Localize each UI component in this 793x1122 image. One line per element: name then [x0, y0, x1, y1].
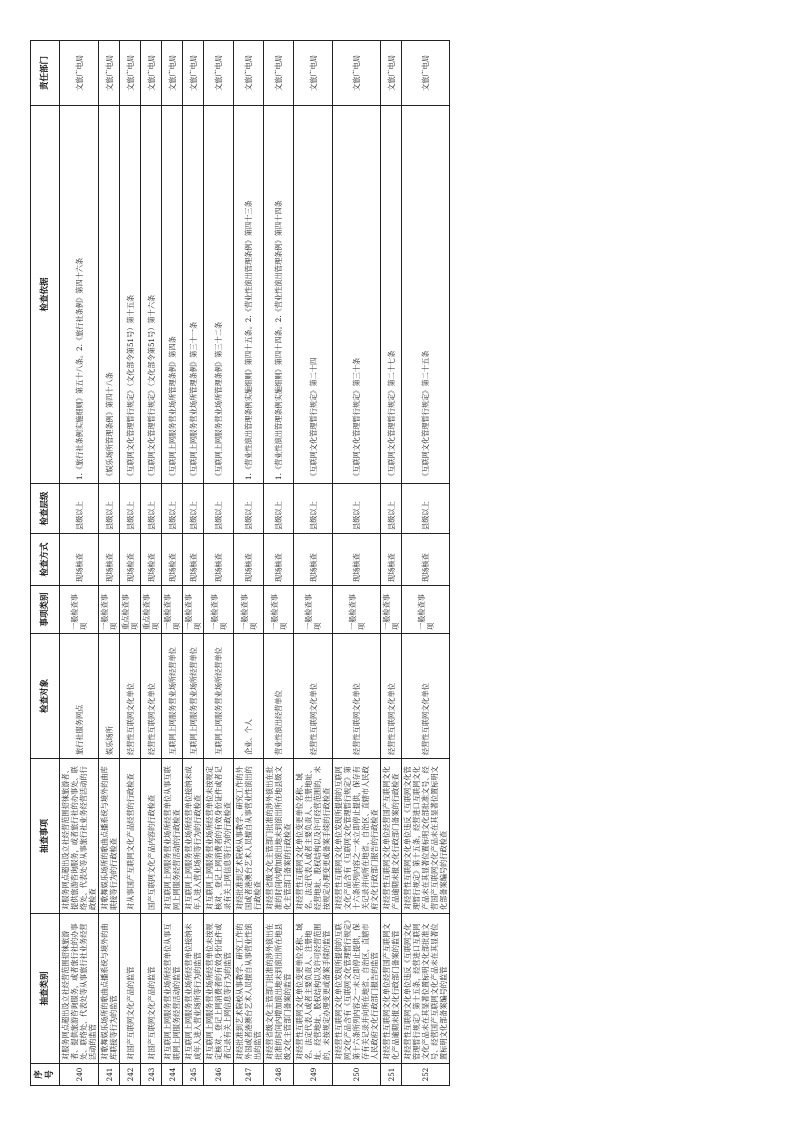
cell-basis: 1.《旅行社条例实施细则》第五十八条。2.《旅行社条例》第四十六条 — [60, 106, 99, 484]
cell-category: 对歌舞娱乐场所的歌曲点播系统与境外的曲库联接等行为的监管 — [99, 914, 120, 1064]
cell-item: 对互联网上网服务营业场所经营单位未按规定核对、登记上网消费者的有效身份证件或者记录有关上网信息等行为的行政检查 — [204, 759, 234, 914]
cell-object: 经营性互联网文化单位 — [381, 634, 402, 759]
cell-method: 现场核查 — [294, 534, 333, 586]
cell-level: 县级以上 — [264, 484, 294, 534]
cell-no: 243 — [141, 1064, 162, 1086]
cell-object: 企业、个人 — [234, 634, 264, 759]
cell-dept: 文旅广电局 — [333, 41, 381, 106]
cell-object: 互联网上网服务营业场所经营单位 — [162, 634, 183, 759]
cell-no: 240 — [60, 1064, 99, 1086]
cell-level: 县级以上 — [234, 484, 264, 534]
cell-level: 县级以上 — [402, 484, 450, 534]
cell-dept: 文旅广电局 — [162, 41, 183, 106]
cell-basis: 《互联网文化管理暂行规定》（文化部令第51号）第十六条 — [141, 106, 162, 484]
cell-type: 一般检查事项 — [162, 586, 183, 634]
cell-item: 对经营性互联网文化单位违反《互联网文化管理暂行规定》第十五条，经营进口互联网文化产品未在其显著位置标明文化部批准文号、经营国产互联网文化产品未在其显著位置标明文化部备案编号的行政检查 — [402, 759, 450, 914]
cell-item: 国产互联网文化产品内容的行政检查 — [141, 759, 162, 914]
table-row — [264, 41, 294, 1086]
cell-type: 一般检查事项 — [402, 586, 450, 634]
cell-category: 对互联网上网服务营业场所经营单位未按规定核对、登记上网消费者的有效身份证件或者记录有关上网信息等行为的监管 — [204, 914, 234, 1064]
cell-dept: 文旅广电局 — [60, 41, 99, 106]
cell-dept: 文旅广电局 — [183, 41, 204, 106]
cell-category: 对经批准到艺术院校从事教学、研究工作的外国或者港澳台艺术人员擅自从事营业性演出的监管 — [234, 914, 264, 1064]
cell-level: 县级以上 — [333, 484, 381, 534]
cell-item: 对经营省级文化主管部门批准的涉外演出在批准的时间内增加演出地未到演出所在地县级文化主管部门备案的行政检查 — [264, 759, 294, 914]
cell-item: 对从事国产互联网文化产品经营的行政检查 — [120, 759, 141, 914]
cell-method: 现场检查 — [120, 534, 141, 586]
header-no: 序号 — [31, 1064, 60, 1086]
cell-level: 县级以上 — [183, 484, 204, 534]
cell-item: 对经营性互联网文化单位变更单位名称、域名、法定代表人或者主要负责人、注册地址、经营地址、股权结构以及许可经营范围的，未按规定办理变更或备案手续的行政检查 — [294, 759, 333, 914]
table-row — [402, 41, 450, 1086]
cell-object: 娱乐场所 — [99, 634, 120, 759]
cell-method: 现场核查 — [234, 534, 264, 586]
cell-basis: 《互联网文化管理暂行规定》第二十七条 — [381, 106, 402, 484]
cell-dept: 文旅广电局 — [234, 41, 264, 106]
cell-dept: 文旅广电局 — [141, 41, 162, 106]
cell-category: 对经营性互联网文化单位变更单位名称、域名、法定代表人或者主要负责人、注册地址、经营地址、股权结构以及许可经营范围的，未按规定办理变更或备案手续的监管 — [294, 914, 333, 1064]
cell-method: 现场核查 — [60, 534, 99, 586]
cell-category: 对国产互联网文化产品的监管 — [120, 914, 141, 1064]
cell-dept: 文旅广电局 — [120, 41, 141, 106]
cell-object: 经营性互联网文化单位 — [333, 634, 381, 759]
cell-category: 对经营性互联网文化单位违反《互联网文化管理暂行规定》第十五条，经营进口互联网文化产品未在其显著位置标明文化部批准文号、经营国产互联网文化产品未在其显著位置标明文化部备案编号的监管 — [402, 914, 450, 1064]
table-row — [141, 41, 162, 1086]
cell-type: 一般检查事项 — [60, 586, 99, 634]
cell-method: 现场检查 — [162, 534, 183, 586]
cell-object: 经营性互联网文化单位 — [120, 634, 141, 759]
cell-level: 县级以上 — [381, 484, 402, 534]
table-row — [204, 41, 234, 1086]
cell-level: 县级以上 — [141, 484, 162, 534]
cell-object: 旅行社服务网点 — [60, 634, 99, 759]
cell-object: 经营性互联网文化单位 — [294, 634, 333, 759]
cell-dept: 文旅广电局 — [402, 41, 450, 106]
cell-method: 现场核查 — [333, 534, 381, 586]
cell-level: 县级以上 — [294, 484, 333, 534]
cell-item: 对互联网上网服务营业场所经营单位从事互联网上网服务经营活动的行政检查 — [162, 759, 183, 914]
table-row — [333, 41, 381, 1086]
cell-method: 现场核查 — [99, 534, 120, 586]
cell-type: 一般检查事项 — [381, 586, 402, 634]
table-row — [120, 41, 141, 1086]
cell-basis: 《互联网文化管理暂行规定》第二十五条 — [402, 106, 450, 484]
table-row — [381, 41, 402, 1086]
cell-type: 一般检查事项 — [183, 586, 204, 634]
cell-basis: 《互联网文化管理暂行规定》（文化部令第51号）第十五条 — [120, 106, 141, 484]
table-row — [99, 41, 120, 1086]
cell-no: 246 — [204, 1064, 234, 1086]
header-type: 事项类别 — [31, 586, 60, 634]
cell-category: 对经营省级文化主管部门批准的涉外演出在批准的时间内增加演出地未到演出所在地县级文化主管部门备案的监管 — [264, 914, 294, 1064]
cell-no: 241 — [99, 1064, 120, 1086]
cell-no: 245 — [183, 1064, 204, 1086]
cell-object: 经营性互联网文化单位 — [141, 634, 162, 759]
cell-basis: 《互联网上网服务营业场所管理条例》第四条 — [162, 106, 183, 484]
cell-method: 现场核查 — [204, 534, 234, 586]
table-row — [294, 41, 333, 1086]
cell-category: 对国产互联网文化产品的监管 — [141, 914, 162, 1064]
cell-category: 对经营性互联网文化单位发现所提供的互联网文化产品含有《互联网文化管理暂行规定》第十六条所列内容之一未立即停止提供，保存有关记录并向所在地省、自治区、直辖市人民政府文化行政部门报告的监管 — [333, 914, 381, 1064]
cell-item: 对歌舞娱乐场所的歌曲点播系统与境外的曲库联接等行为的行政检查 — [99, 759, 120, 914]
cell-basis: 《娱乐场所管理条例》第四十八条 — [99, 106, 120, 484]
cell-dept: 文旅广电局 — [381, 41, 402, 106]
header-basis: 检查依据 — [31, 106, 60, 484]
cell-method: 现场核查 — [264, 534, 294, 586]
cell-type: 重点检查事项 — [141, 586, 162, 634]
table-row — [183, 41, 204, 1086]
cell-method: 现场核查 — [183, 534, 204, 586]
cell-no: 249 — [294, 1064, 333, 1086]
cell-method: 现场检查 — [141, 534, 162, 586]
cell-category: 对互联网上网服务营业场所经营单位接纳未成年人进入营业场所等行为的监管 — [183, 914, 204, 1064]
cell-no: 248 — [264, 1064, 294, 1086]
cell-dept: 文旅广电局 — [99, 41, 120, 106]
cell-category: 对互联网上网服务营业场所经营单位从事互联网上网服务经营活动的监管 — [162, 914, 183, 1064]
cell-level: 县级以上 — [120, 484, 141, 534]
cell-item: 对互联网上网服务营业场所经营单位接纳未成年人进入营业场所等行为的行政检查 — [183, 759, 204, 914]
cell-item: 对经营性互联网文化单位发现所提供的互联网文化产品含有《互联网文化管理暂行规定》第十六条所列内容之一未立即停止提供，保存有关记录并向所在地省、自治区、直辖市人民政府文化行政部门报告的行政检查 — [333, 759, 381, 914]
cell-item: 对服务网点超出设立社经营范围招徕旅游者、提供旅游咨询服务，或者旅行社的办事处、联络处、代表处等从事旅行社业务经营活动的行政检查 — [60, 759, 99, 914]
cell-no: 247 — [234, 1064, 264, 1086]
cell-category: 对经营性互联网文化单位经营国产互联网文化产品逾期未报文化行政部门备案的监管 — [381, 914, 402, 1064]
cell-basis: 《互联网文化管理暂行规定》第三十条 — [333, 106, 381, 484]
cell-no: 242 — [120, 1064, 141, 1086]
cell-level: 县级以上 — [162, 484, 183, 534]
inspection-table — [30, 40, 450, 1086]
cell-type: 一般检查事项 — [333, 586, 381, 634]
table-row — [234, 41, 264, 1086]
cell-no: 250 — [333, 1064, 381, 1086]
header-row — [31, 41, 60, 1086]
cell-method: 现场核查 — [381, 534, 402, 586]
cell-item: 对经批准到艺术院校从事教学、研究工作的外国或者港澳台艺术人员擅自从事营业性演出的行政检查 — [234, 759, 264, 914]
header-item: 抽查事项 — [31, 759, 60, 914]
cell-level: 县级以上 — [99, 484, 120, 534]
cell-no: 244 — [162, 1064, 183, 1086]
cell-dept: 文旅广电局 — [204, 41, 234, 106]
cell-object: 互联网上网服务营业场所经营单位 — [183, 634, 204, 759]
cell-dept: 文旅广电局 — [264, 41, 294, 106]
cell-type: 重点检查事项 — [120, 586, 141, 634]
cell-object: 经营性互联网文化单位 — [402, 634, 450, 759]
header-dept: 责任部门 — [31, 41, 60, 106]
cell-item: 对经营性互联网文化单位经营国产互联网文化产品逾期未报文化行政部门备案的行政检查 — [381, 759, 402, 914]
cell-object: 营业性演出经营单位 — [264, 634, 294, 759]
cell-level: 县级以上 — [204, 484, 234, 534]
cell-basis: 《互联网文化管理暂行规定》第二十四 — [294, 106, 333, 484]
cell-level: 县级以上 — [60, 484, 99, 534]
cell-basis: 《互联网上网服务营业场所管理条例》第三十二条 — [204, 106, 234, 484]
cell-object: 互联网上网服务营业场所经营单位 — [204, 634, 234, 759]
cell-type: 一般检查事项 — [294, 586, 333, 634]
cell-no: 251 — [381, 1064, 402, 1086]
table-row — [162, 41, 183, 1086]
header-level: 检查层级 — [31, 484, 60, 534]
cell-no: 252 — [402, 1064, 450, 1086]
cell-type: 一般检查事项 — [99, 586, 120, 634]
table-row — [60, 41, 99, 1086]
cell-basis: 1.《营业性演出管理条例实施细则》第四十五条。2.《营业性演出管理条例》第四十三条 — [234, 106, 264, 484]
cell-type: 一般检查事项 — [264, 586, 294, 634]
cell-basis: 《互联网上网服务营业场所管理条例》第三十一条 — [183, 106, 204, 484]
header-category: 抽查类别 — [31, 914, 60, 1064]
header-method: 检查方式 — [31, 534, 60, 586]
header-object: 检查对象 — [31, 634, 60, 759]
cell-basis: 1.《营业性演出管理条例实施细则》第四十四条。2.《营业性演出管理条例》第四十四条 — [264, 106, 294, 484]
cell-method: 现场核查 — [402, 534, 450, 586]
cell-type: 一般检查事项 — [204, 586, 234, 634]
cell-category: 对服务网点超出设立社经营范围招徕旅游者、提供旅游咨询服务，或者旅行社的办事处、联络处、代表处等从事旅行社业务经营活动的监管 — [60, 914, 99, 1064]
cell-type: 一般检查事项 — [234, 586, 264, 634]
cell-dept: 文旅广电局 — [294, 41, 333, 106]
